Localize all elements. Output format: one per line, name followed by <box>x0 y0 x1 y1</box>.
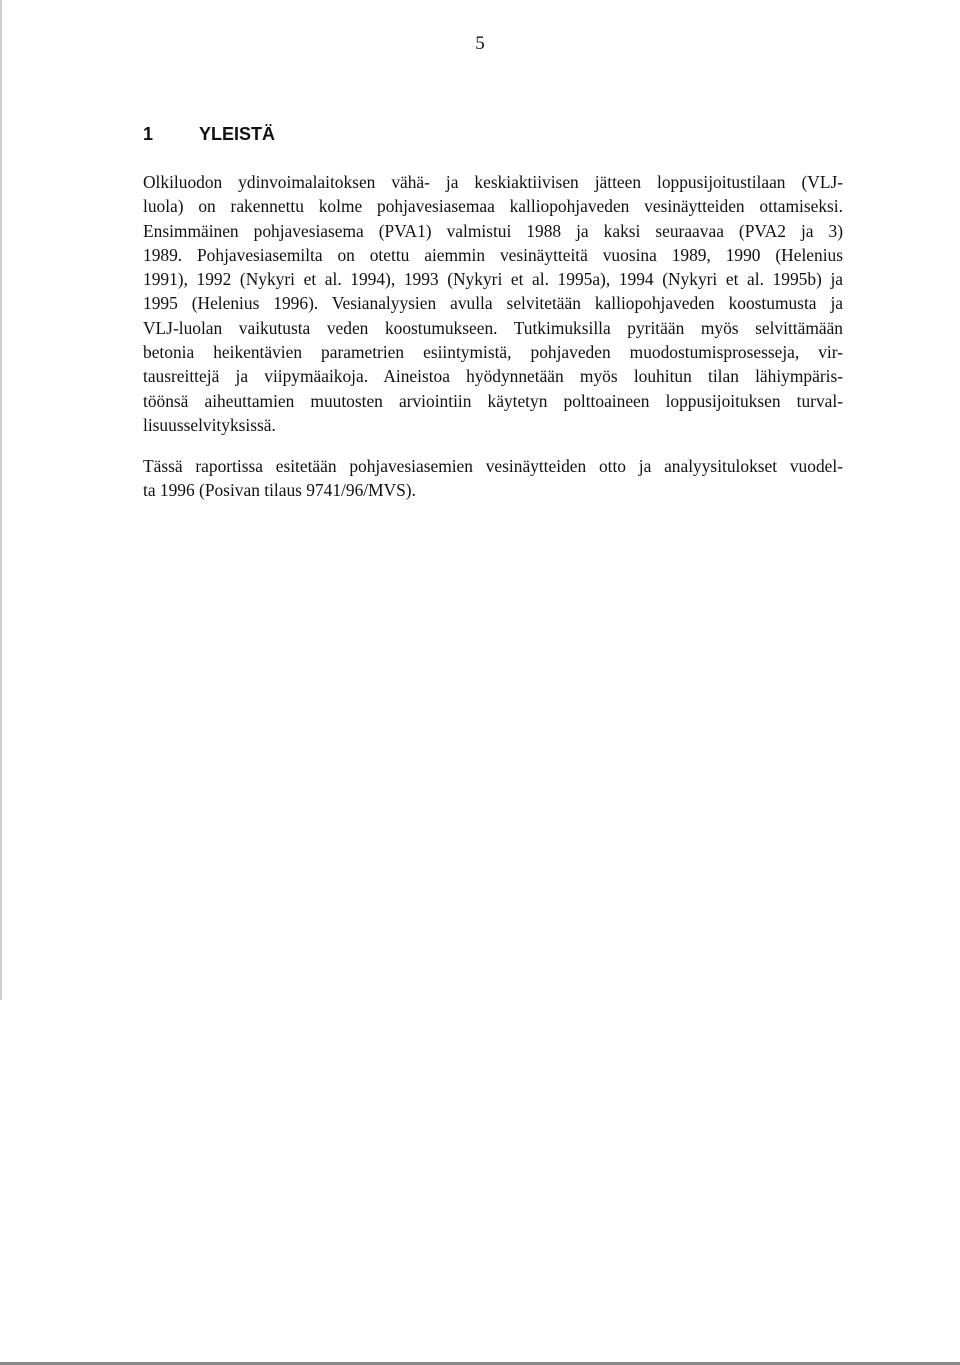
paragraph-line: Olkiluodon ydinvoimalaitoksen vähä- ja keskiaktiivisen jätteen loppusijoitustilaan (VLJ- <box>143 172 843 192</box>
page-number <box>0 32 960 56</box>
section-number: 1 <box>143 124 154 144</box>
paragraph-line: 1995 (Helenius 1996). Vesianalyysien avulla selvitetään kalliopohjaveden koostumusta ja <box>143 293 843 314</box>
paragraph-line: 1989. Pohjavesiasemilta on otettu aiemmin vesinäytteitä vuosina 1989, 1990 (Helenius <box>143 244 843 265</box>
paragraph-line: lisuusselvityksissä. <box>143 414 276 435</box>
paragraph-line: betonia heikentävien parametrien esiintymistä, pohjaveden muodostumisprosesseja, vir- <box>143 342 843 363</box>
page-number-text: 5 <box>475 33 485 54</box>
paragraph-line: töönsä aiheuttamien muutosten arviointiin käytetyn polttoaineen loppusijoituksen turval- <box>143 390 843 411</box>
paragraph-line: tausreittejä ja viipymäaikoja. Aineistoa hyödynnetään myös louhitun tilan lähiympäris- <box>143 366 843 387</box>
section-title: YLEISTÄ <box>199 124 276 144</box>
scan-edge-left <box>0 0 2 1000</box>
paragraph-line: VLJ-luolan vaikutusta veden koostumukseen. Tutkimuksilla pyritään myös selvittämään <box>143 317 843 338</box>
paragraph-line: ta 1996 (Posivan tilaus 9741/96/MVS). <box>143 480 416 501</box>
paragraph-line: Ensimmäinen pohjavesiasema (PVA1) valmistui 1988 ja kaksi seuraavaa (PVA2 ja 3) <box>143 220 843 241</box>
paragraph-2 <box>143 454 843 503</box>
paragraph-1 <box>143 170 843 437</box>
paragraph-line: Tässä raportissa esitetään pohjavesiasemien vesinäytteiden otto ja analyysitulokset vuodel- <box>143 456 843 476</box>
section-heading <box>143 122 275 146</box>
paragraph-line: luola) on rakennettu kolme pohjavesiasemaa kalliopohjaveden vesinäytteiden ottamiseksi. <box>143 196 843 217</box>
paragraph-line: 1991), 1992 (Nykyri et al. 1994), 1993 (Nykyri et al. 1995a), 1994 (Nykyri et al. 1995b) ja <box>143 269 843 290</box>
